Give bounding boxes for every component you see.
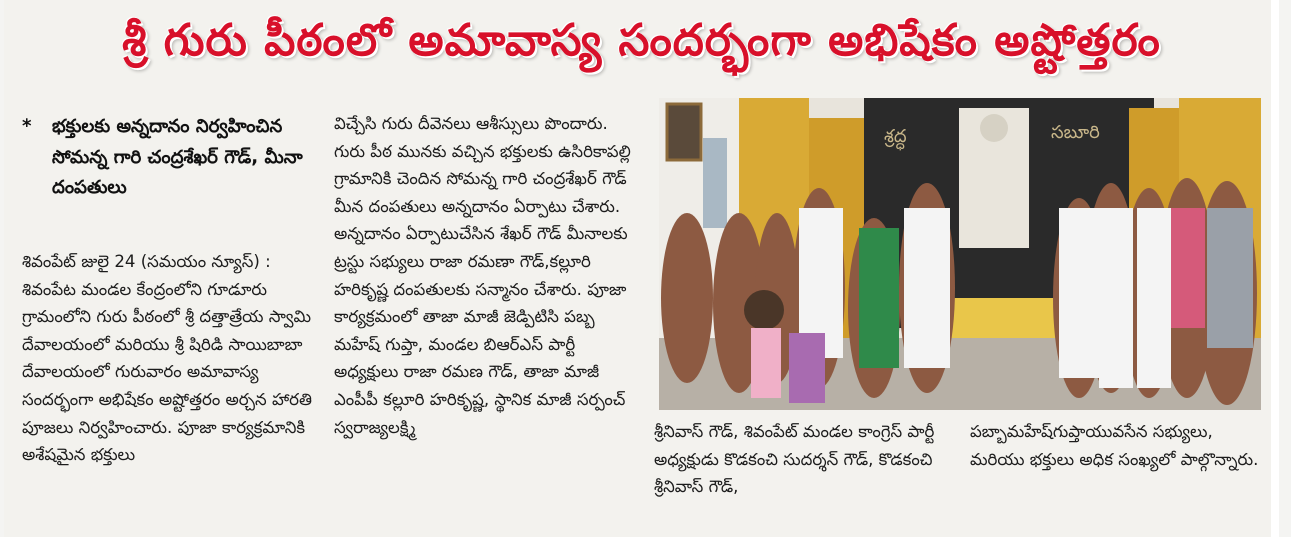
article-column-2 <box>334 110 634 441</box>
subheading-text: భక్తులకు అన్నదానం నిర్వహించిన సోమన్న గారి చంద్రశేఖర్ గౌడ్, మీనా దంపతులు <box>52 116 303 198</box>
wall-portrait <box>667 104 701 160</box>
article-column-1 <box>22 248 318 469</box>
column-3-text: శ్రీనివాస్ గౌడ్, శివంపేట్ మండల కాంగ్రెస్ పార్టీ అధ్యక్షుడు కొడకంచి సుదర్శన్ గౌడ్, కొడకంచి శ్రీనివాస్ గౌడ్, <box>654 422 935 497</box>
headline: శ్రీ గురు పీఠంలో అమావాస్య సందర్భంగా అభిషేకం అష్టోత్తరం <box>122 15 1161 66</box>
column-1-text: శివంపేట్ జులై 24 (సమయం న్యూస్) : శివంపేట మండల కేంద్రంలోని గూడూరు గ్రామంలోని గురు పీఠంలో శ్రీ దత్తాత్రేయ స్వామి దేవాలయంలో మరియు శ్రీ షిరిడి సాయిబాబా దేవాలయంలో గురువారం అమావాస్య సందర్భంగా అభిషేకం అష్టోత్తరం అర్చన హారతి పూజలు నిర్వహించారు. పూజా కార్యక్రమానికి అశేషమైన భక్తులు <box>22 252 312 465</box>
column-2-text: విచ్చేసి గురు దీవెనలు ఆశీస్సులు పొందారు. గురు పీఠ మునకు వచ్చిన భక్తులకు ఉసిరికాపల్లి గ్రామానికి చెందిన సోమన్న గారి చంద్రశేఖర్ గౌడ్ మీన దంపతులు అన్నదానం ఏర్పాటు చేశారు. అన్నదానం ఏర్పాటుచేసిన శేఖర్ గౌడ్ మీనాలకు ట్రస్టు సభ్యులు రాజా రమణా గౌడ్,కల్లూరి హరికృష్ణ దంపతులకు సన్మానం చేశారు. పూజా కార్యక్రమంలో తాజా మాజీ జెడ్పిటిసి పబ్బ మహేష్ గుప్తా, మండల బిఆర్ఎస్ పార్టీ అధ్యక్షులు రాజా రమణ గౌడ్, తాజా మాజీ ఎంపీపీ కల్లూరి హరికృష్ణ, స్థానిక మాజీ సర్పంచ్ స్వరాజ్యలక్ష్మి <box>334 114 631 437</box>
article-column-3 <box>654 418 954 501</box>
subheading <box>22 112 322 204</box>
wall-text-right: సబూరి <box>1051 122 1100 143</box>
window <box>703 138 727 228</box>
news-photo <box>659 98 1261 410</box>
temple-photo-illustration <box>659 98 1261 410</box>
news-clipping <box>4 0 1279 537</box>
wall-text-left: శ్రద్ధ <box>884 126 907 147</box>
article-column-4 <box>970 418 1260 473</box>
column-4-text: పబ్బామహేష్‌గుప్తాయువసేన సభ్యులు, మరియు భక్తులు అధిక సంఖ్యలో పాల్గొన్నారు. <box>970 422 1259 469</box>
bullet-star: * <box>22 116 32 137</box>
